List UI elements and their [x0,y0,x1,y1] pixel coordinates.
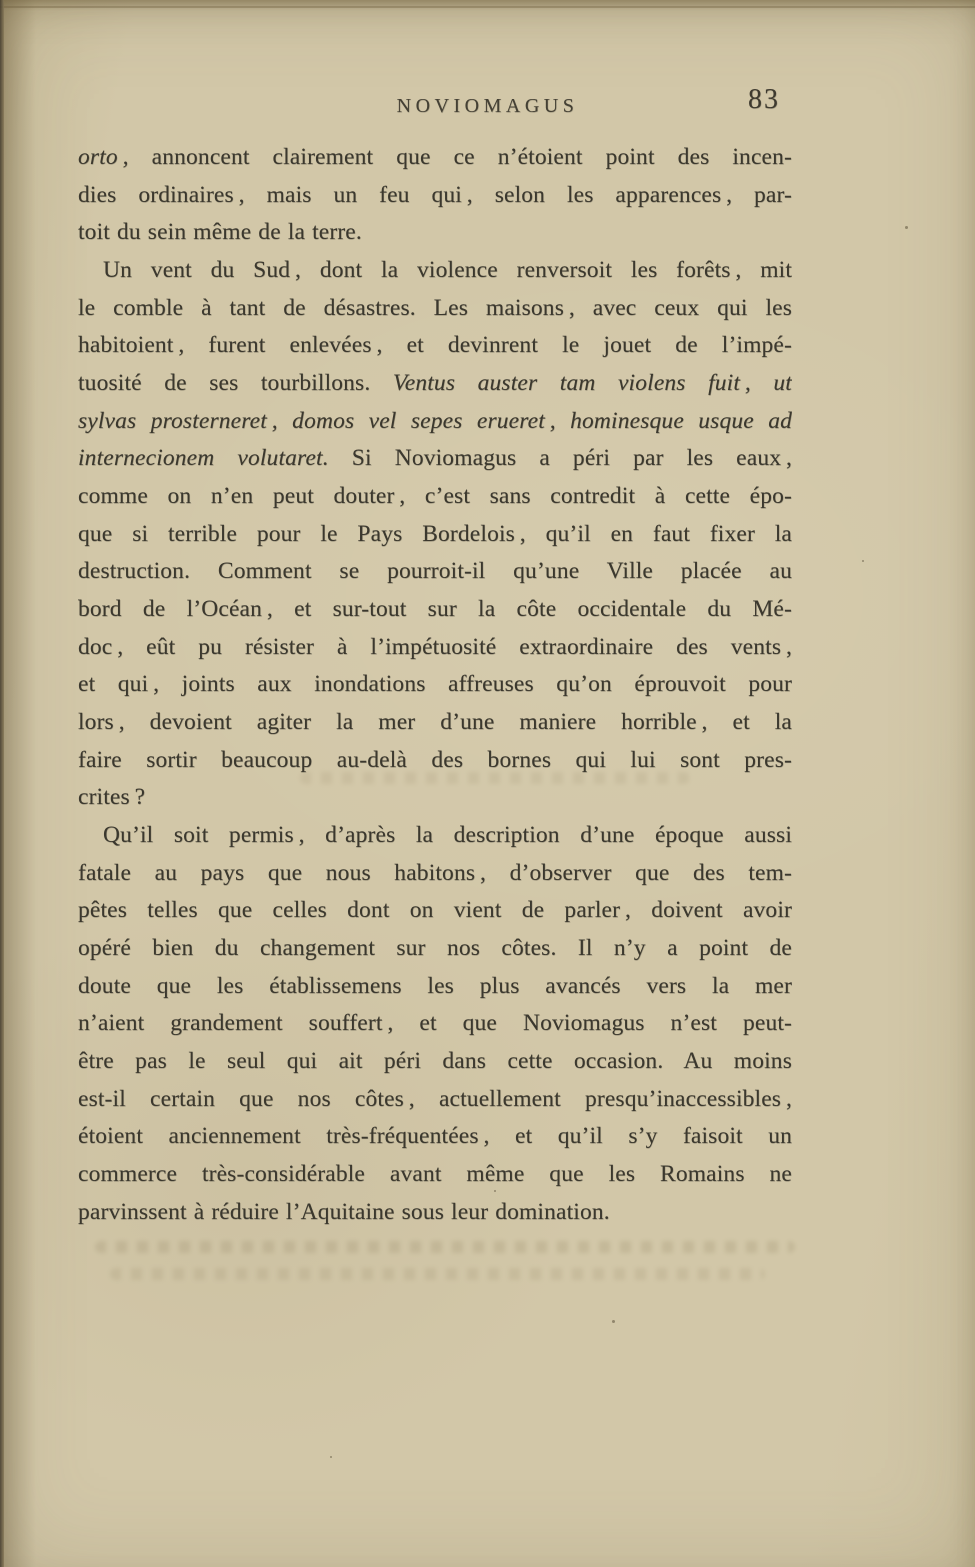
text-line [78,290,792,328]
text-line [78,855,792,893]
body-text: n’aient grandement souffert , et que Noviomagus n’est peut- [78,1010,792,1037]
body-text: est-il certain que nos côtes , actuellement presqu’inaccessibles , [78,1085,792,1112]
body-text: pêtes telles que celles dont on vient de parler , doivent avoir [78,897,792,924]
text-line [78,779,792,817]
body-text: opéré bien du changement sur nos côtes. Il n’y a point de [78,935,792,962]
latin-italic-text: sylvas prosterneret , domos vel sepes erueret , hominesque usque ad [78,407,792,434]
body-text: crites ? [78,784,146,811]
text-line [78,1005,792,1043]
latin-italic-text: orto , [78,144,129,170]
text-line [78,553,792,591]
running-title: NOVIOMAGUS [396,95,579,117]
page-number: 83 [748,84,780,115]
text-line [78,478,792,516]
text-line [78,1043,792,1081]
body-text: toit du sein même de la terre. [78,219,362,246]
text-block [78,139,792,1231]
body-text: doute que les établissemens les plus avancés vers la mer [78,972,792,999]
text-line [78,252,792,290]
text-line [78,440,792,478]
body-text: habitoient , furent enlevées , et devinrent le jouet de l’impé- [78,332,792,359]
latin-italic-text: Ventus auster tam violens fuit , ut [392,370,792,397]
paper-speck [494,1190,496,1192]
text-line [78,177,792,215]
paper-speck [330,1456,332,1458]
text-line [78,327,792,365]
text-line [78,365,792,403]
body-text: et qui , joints aux inondations affreuses qu’on éprouvoit pour [78,671,792,698]
scan-edge-top-line [0,6,975,8]
scan-edge-top [0,0,975,10]
latin-italic-text: internecionem volutaret. [78,445,329,472]
text-line [78,930,792,968]
body-text: bord de l’Océan , et sur-tout sur la côte occidentale du Mé- [78,596,792,623]
body-text: étoient anciennement très-fréquentées , et qu’il s’y faisoit un [78,1123,792,1150]
body-text: faire sortir beaucoup au-delà des bornes qui lui sont pres- [78,746,792,773]
body-text: dies ordinaires , mais un feu qui , selon les apparences , par- [78,181,792,208]
text-line [78,968,792,1006]
body-text: annoncent clairement que ce n’étoient point des incen- [128,144,792,170]
body-text: comme on n’en peut douter , c’est sans contredit à cette épo- [78,483,792,510]
body-text: Si Noviomagus a péri par les eaux , [328,445,792,472]
text-line [78,403,792,441]
body-text: Qu’il soit permis , d’après la description d’une époque aussi [103,822,792,849]
text-line [78,817,792,855]
body-text: fatale au pays que nous habitons , d’observer que des tem- [78,859,792,886]
body-text: Un vent du Sud , dont la violence renversoit les forêts , mit [103,257,792,284]
body-text: lors , devoient agiter la mer d’une maniere horrible , et la [78,709,792,736]
text-line [78,1118,792,1156]
body-text: parvinssent à réduire l’Aquitaine sous leur domination. [78,1198,610,1225]
body-text: destruction. Comment se pourroit-il qu’une Ville placée au [78,558,792,585]
body-text: être pas le seul qui ait péri dans cette occasion. Au moins [78,1048,792,1075]
body-text: le comble à tant de désastres. Les maisons , avec ceux qui les [78,294,792,321]
text-line [78,704,792,742]
text-line [78,1156,792,1194]
text-line [78,629,792,667]
verso-show-through [110,1268,765,1280]
verso-show-through [95,1241,795,1253]
verso-show-through [300,772,690,784]
text-line [78,139,792,177]
text-line [78,1081,792,1119]
paper-speck [612,1320,615,1323]
body-text: commerce très-considérable avant même que les Romains ne [78,1161,792,1188]
text-line [78,516,792,554]
text-line [78,1194,792,1232]
text-line [78,591,792,629]
text-line [78,666,792,704]
text-line [78,892,792,930]
text-line [78,214,792,252]
body-text: que si terrible pour le Pays Bordelois , qu’il en faut fixer la [78,520,792,547]
body-text: tuosité de ses tourbillons. [78,370,393,397]
paper-speck [862,560,864,562]
paper-speck [905,226,908,229]
scan-edge-left-shadow [4,0,36,1567]
body-text: doc , eût pu résister à l’impétuosité extraordinaire des vents , [78,633,792,660]
